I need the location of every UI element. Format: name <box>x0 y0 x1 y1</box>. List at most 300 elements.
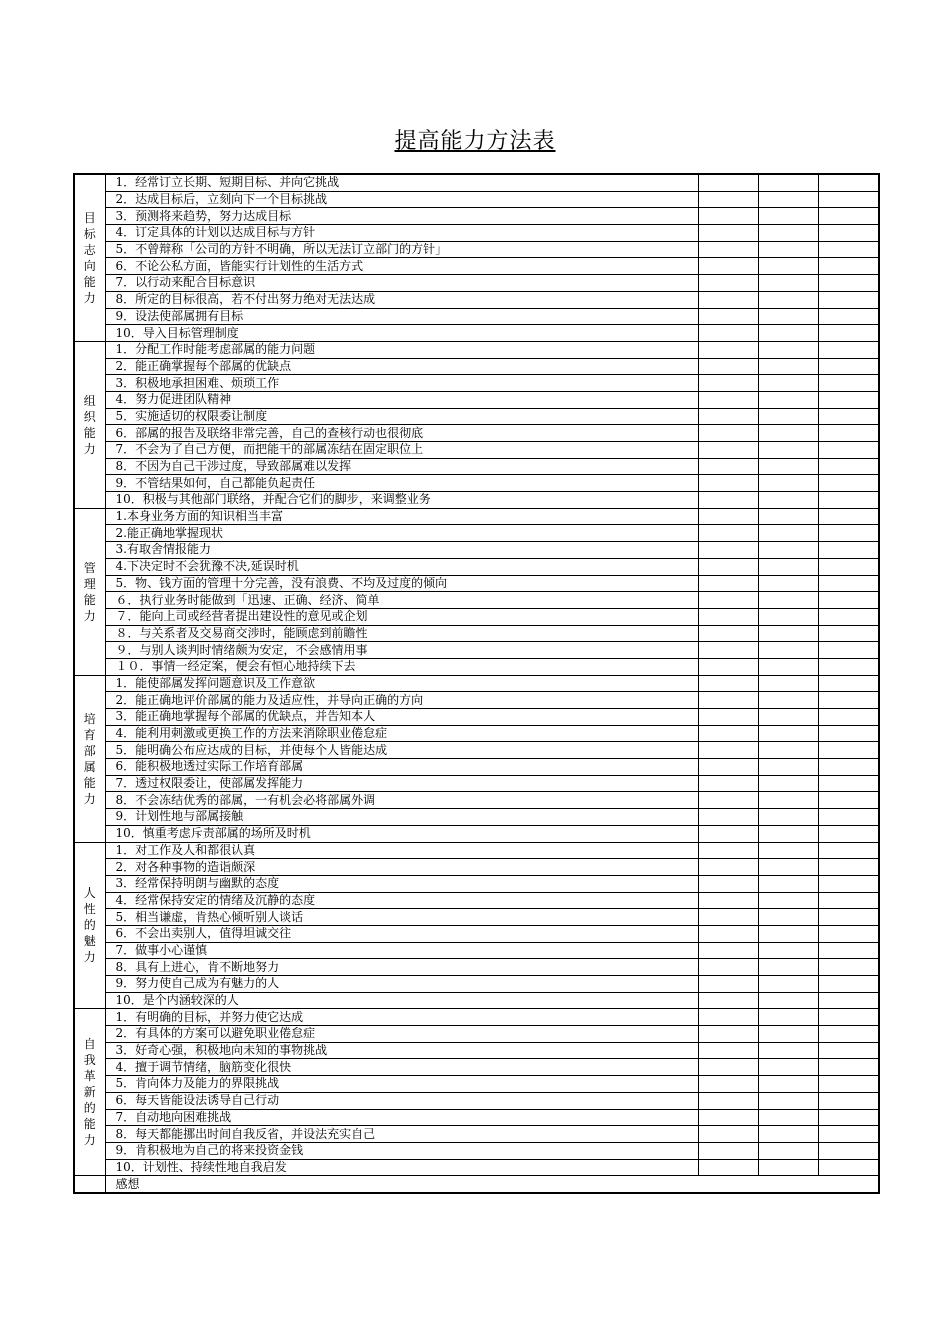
item-text: 2．达成目标后，立刻向下一个目标挑战 <box>105 191 698 208</box>
item-text: 9．肯积极地为自己的将来投资金钱 <box>105 1142 698 1159</box>
rating-cell[interactable] <box>818 575 879 592</box>
rating-cell[interactable] <box>758 709 818 726</box>
item-text: 5．能明确公布应达成的目标，并使每个人皆能达成 <box>105 742 698 759</box>
rating-cell[interactable] <box>758 1009 818 1026</box>
table-row <box>74 925 879 942</box>
item-text: 3.有取舍情报能力 <box>105 542 698 559</box>
item-text: 8．不会冻结优秀的部属，一有机会必将部属外调 <box>105 792 698 809</box>
item-text: 9．计划性地与部属接触 <box>105 809 698 826</box>
rating-cell[interactable] <box>698 642 758 659</box>
rating-cell[interactable] <box>818 842 879 859</box>
item-text: 10．导入目标管理制度 <box>105 325 698 342</box>
table-row <box>74 275 879 292</box>
rating-cell[interactable] <box>698 742 758 759</box>
rating-cell[interactable] <box>758 1092 818 1109</box>
rating-cell[interactable] <box>698 759 758 776</box>
rating-cell[interactable] <box>818 775 879 792</box>
rating-cell[interactable] <box>818 291 879 308</box>
table-row <box>74 325 879 342</box>
rating-cell[interactable] <box>818 558 879 575</box>
item-text: 7．以行动来配合目标意识 <box>105 275 698 292</box>
rating-cell[interactable] <box>758 341 818 358</box>
comments-label[interactable]: 感想 <box>105 1176 879 1193</box>
item-text: 10．是个内涵较深的人 <box>105 992 698 1009</box>
item-text: 7．不会为了自己方便，而把能干的部属冻结在固定职位上 <box>105 442 698 459</box>
rating-cell[interactable] <box>698 1142 758 1159</box>
item-text: 1．对工作及人和都很认真 <box>105 842 698 859</box>
rating-cell[interactable] <box>698 675 758 692</box>
rating-cell[interactable] <box>698 625 758 642</box>
rating-cell[interactable] <box>818 1109 879 1126</box>
table-row <box>74 742 879 759</box>
rating-cell[interactable] <box>698 875 758 892</box>
rating-cell[interactable] <box>698 1126 758 1143</box>
rating-cell[interactable] <box>758 775 818 792</box>
item-text: 3．预测将来趋势，努力达成目标 <box>105 208 698 225</box>
rating-cell[interactable] <box>818 508 879 525</box>
rating-cell[interactable] <box>818 1126 879 1143</box>
table-row <box>74 959 879 976</box>
rating-cell[interactable] <box>758 1109 818 1126</box>
rating-cell[interactable] <box>818 1092 879 1109</box>
rating-cell[interactable] <box>698 525 758 542</box>
rating-cell[interactable] <box>818 875 879 892</box>
rating-cell[interactable] <box>698 458 758 475</box>
table-row <box>74 208 879 225</box>
rating-cell[interactable] <box>758 925 818 942</box>
rating-cell[interactable] <box>698 925 758 942</box>
rating-cell[interactable] <box>698 1109 758 1126</box>
rating-cell[interactable] <box>698 825 758 842</box>
rating-cell[interactable] <box>818 1026 879 1043</box>
rating-cell[interactable] <box>818 1059 879 1076</box>
rating-cell[interactable] <box>758 1026 818 1043</box>
item-text: 6．每天皆能设法诱导自己行动 <box>105 1092 698 1109</box>
table-row <box>74 1026 879 1043</box>
table-row <box>74 492 879 509</box>
rating-cell[interactable] <box>698 425 758 442</box>
table-row <box>74 642 879 659</box>
rating-cell[interactable] <box>818 1159 879 1176</box>
rating-cell[interactable] <box>818 976 879 993</box>
item-text: 10．积极与其他部门联络，并配合它们的脚步，来调整业务 <box>105 492 698 509</box>
table-row <box>74 842 879 859</box>
rating-cell[interactable] <box>818 258 879 275</box>
item-text: 5．相当谦虚，肯热心倾听别人谈话 <box>105 909 698 926</box>
rating-cell[interactable] <box>758 809 818 826</box>
rating-cell[interactable] <box>818 191 879 208</box>
rating-cell[interactable] <box>818 959 879 976</box>
rating-cell[interactable] <box>758 358 818 375</box>
rating-cell[interactable] <box>698 1159 758 1176</box>
category-label: 目标志向能力 <box>83 210 96 305</box>
item-text: 6．能积极地透过实际工作培育部属 <box>105 759 698 776</box>
rating-cell[interactable] <box>758 942 818 959</box>
rating-cell[interactable] <box>758 525 818 542</box>
rating-cell[interactable] <box>758 508 818 525</box>
rating-cell[interactable] <box>758 575 818 592</box>
table-row <box>74 291 879 308</box>
rating-cell[interactable] <box>698 692 758 709</box>
table-row <box>74 825 879 842</box>
item-text: 2．能正确掌握每个部属的优缺点 <box>105 358 698 375</box>
rating-cell[interactable] <box>818 425 879 442</box>
rating-cell[interactable] <box>698 1009 758 1026</box>
item-text: 4．经常保持安定的情绪及沉静的态度 <box>105 892 698 909</box>
table-row <box>74 608 879 625</box>
rating-cell[interactable] <box>698 358 758 375</box>
rating-cell[interactable] <box>818 542 879 559</box>
table-row <box>74 558 879 575</box>
rating-cell[interactable] <box>698 709 758 726</box>
category-label: 管理能力 <box>83 560 96 623</box>
item-text: 3．经常保持明朗与幽默的态度 <box>105 875 698 892</box>
table-row <box>74 1092 879 1109</box>
table-row <box>74 725 879 742</box>
table-row <box>74 575 879 592</box>
item-text: 5．不曾辩称「公司的方针不明确，所以无法订立部门的方针」 <box>105 241 698 258</box>
rating-cell[interactable] <box>758 258 818 275</box>
rating-cell[interactable] <box>758 408 818 425</box>
rating-cell[interactable] <box>758 1059 818 1076</box>
rating-cell[interactable] <box>818 725 879 742</box>
item-text: １０．事情一经定案，便会有恒心地持续下去 <box>105 658 698 675</box>
item-text: 3．能正确地掌握每个部属的优缺点，并告知本人 <box>105 709 698 726</box>
table-row <box>74 391 879 408</box>
table-row <box>74 942 879 959</box>
rating-cell[interactable] <box>758 442 818 459</box>
rating-cell[interactable] <box>698 859 758 876</box>
rating-cell[interactable] <box>758 875 818 892</box>
rating-cell[interactable] <box>758 625 818 642</box>
item-text: 7．透过权限委让，使部属发挥能力 <box>105 775 698 792</box>
item-text: 1.本身业务方面的知识相当丰富 <box>105 508 698 525</box>
category-label: 组织能力 <box>83 393 96 456</box>
rating-cell[interactable] <box>698 658 758 675</box>
rating-cell[interactable] <box>818 241 879 258</box>
table-row <box>74 525 879 542</box>
rating-cell[interactable] <box>758 325 818 342</box>
rating-cell[interactable] <box>698 341 758 358</box>
rating-cell[interactable] <box>818 325 879 342</box>
rating-cell[interactable] <box>818 174 879 191</box>
table-row <box>74 542 879 559</box>
rating-cell[interactable] <box>698 475 758 492</box>
rating-cell[interactable] <box>698 442 758 459</box>
item-text: 6．不会出卖别人，值得坦诚交往 <box>105 925 698 942</box>
rating-cell[interactable] <box>818 308 879 325</box>
rating-cell[interactable] <box>698 725 758 742</box>
table-row <box>74 709 879 726</box>
table-row <box>74 658 879 675</box>
item-text: ６．执行业务时能做到「迅速、正确、经济、简单 <box>105 592 698 609</box>
rating-cell[interactable] <box>758 1142 818 1159</box>
table-row <box>74 809 879 826</box>
rating-cell[interactable] <box>698 809 758 826</box>
table-row <box>74 909 879 926</box>
rating-cell[interactable] <box>698 275 758 292</box>
rating-cell[interactable] <box>758 959 818 976</box>
table-row <box>74 191 879 208</box>
item-text: 8．具有上进心，肯不断地努力 <box>105 959 698 976</box>
rating-cell[interactable] <box>698 1026 758 1043</box>
rating-cell[interactable] <box>818 492 879 509</box>
rating-cell[interactable] <box>698 775 758 792</box>
table-row <box>74 442 879 459</box>
table-row <box>74 241 879 258</box>
item-text: ９．与别人谈判时情绪颇为安定，不会感情用事 <box>105 642 698 659</box>
rating-cell[interactable] <box>758 992 818 1009</box>
rating-cell[interactable] <box>698 575 758 592</box>
item-text: 3．积极地承担困难、烦琐工作 <box>105 375 698 392</box>
table-row <box>74 408 879 425</box>
rating-cell[interactable] <box>818 692 879 709</box>
table-row <box>74 174 879 191</box>
table-row <box>74 341 879 358</box>
rating-cell[interactable] <box>818 391 879 408</box>
rating-cell[interactable] <box>698 508 758 525</box>
rating-cell[interactable] <box>818 458 879 475</box>
rating-cell[interactable] <box>758 759 818 776</box>
category-cell <box>74 508 105 675</box>
rating-cell[interactable] <box>698 909 758 926</box>
rating-cell[interactable] <box>818 375 879 392</box>
rating-cell[interactable] <box>758 291 818 308</box>
rating-cell[interactable] <box>758 1076 818 1093</box>
rating-cell[interactable] <box>818 1142 879 1159</box>
rating-cell[interactable] <box>818 642 879 659</box>
rating-cell[interactable] <box>758 492 818 509</box>
rating-cell[interactable] <box>818 859 879 876</box>
table-row <box>74 1009 879 1026</box>
rating-cell[interactable] <box>698 992 758 1009</box>
rating-cell[interactable] <box>698 792 758 809</box>
rating-cell[interactable] <box>698 1076 758 1093</box>
item-text: ８．与关系者及交易商交涉时，能顾虑到前瞻性 <box>105 625 698 642</box>
rating-cell[interactable] <box>818 759 879 776</box>
rating-cell[interactable] <box>758 191 818 208</box>
rating-cell[interactable] <box>698 558 758 575</box>
rating-cell[interactable] <box>698 1042 758 1059</box>
rating-cell[interactable] <box>818 992 879 1009</box>
rating-cell[interactable] <box>818 592 879 609</box>
table-row <box>74 625 879 642</box>
table-row <box>74 508 879 525</box>
rating-cell[interactable] <box>818 792 879 809</box>
category-cell <box>74 1009 105 1176</box>
category-label: 自我革新的能力 <box>83 1037 96 1148</box>
rating-cell[interactable] <box>818 925 879 942</box>
item-text: 9．不管结果如何，自己都能负起责任 <box>105 475 698 492</box>
item-text: 8．每天都能挪出时间自我反省，并设法充实自己 <box>105 1126 698 1143</box>
rating-cell[interactable] <box>818 625 879 642</box>
rating-cell[interactable] <box>758 842 818 859</box>
rating-cell[interactable] <box>818 1009 879 1026</box>
table-row <box>74 225 879 242</box>
rating-cell[interactable] <box>818 809 879 826</box>
rating-cell[interactable] <box>818 942 879 959</box>
table-row <box>74 692 879 709</box>
rating-cell[interactable] <box>818 275 879 292</box>
rating-cell[interactable] <box>698 258 758 275</box>
item-text: 4．能利用刺激或更换工作的方法来消除职业倦怠症 <box>105 725 698 742</box>
page-title: 提高能力方法表 <box>394 129 556 154</box>
rating-cell[interactable] <box>698 592 758 609</box>
rating-cell[interactable] <box>698 408 758 425</box>
table-row <box>74 358 879 375</box>
rating-cell[interactable] <box>698 241 758 258</box>
rating-cell[interactable] <box>758 1126 818 1143</box>
table-row <box>74 425 879 442</box>
item-text: 8．不因为自己干涉过度，导致部属难以发挥 <box>105 458 698 475</box>
rating-cell[interactable] <box>758 458 818 475</box>
item-text: 10．计划性、持续性地自我启发 <box>105 1159 698 1176</box>
rating-cell[interactable] <box>818 608 879 625</box>
rating-cell[interactable] <box>818 225 879 242</box>
rating-cell[interactable] <box>698 375 758 392</box>
item-text: 5．实施适切的权限委让制度 <box>105 408 698 425</box>
rating-cell[interactable] <box>698 842 758 859</box>
rating-cell[interactable] <box>698 308 758 325</box>
table-row <box>74 675 879 692</box>
footer-category-cell <box>74 1176 105 1193</box>
rating-cell[interactable] <box>818 341 879 358</box>
rating-cell[interactable] <box>818 825 879 842</box>
rating-cell[interactable] <box>758 608 818 625</box>
rating-cell[interactable] <box>818 709 879 726</box>
rating-cell[interactable] <box>758 425 818 442</box>
rating-cell[interactable] <box>758 642 818 659</box>
rating-cell[interactable] <box>758 1159 818 1176</box>
rating-cell[interactable] <box>758 725 818 742</box>
rating-cell[interactable] <box>818 658 879 675</box>
table-row <box>74 592 879 609</box>
rating-cell[interactable] <box>698 191 758 208</box>
rating-cell[interactable] <box>818 208 879 225</box>
rating-cell[interactable] <box>818 525 879 542</box>
rating-cell[interactable] <box>698 325 758 342</box>
item-text: 7．做事小心谨慎 <box>105 942 698 959</box>
rating-cell[interactable] <box>818 442 879 459</box>
rating-cell[interactable] <box>698 942 758 959</box>
rating-cell[interactable] <box>698 225 758 242</box>
rating-cell[interactable] <box>758 742 818 759</box>
rating-cell[interactable] <box>698 608 758 625</box>
rating-cell[interactable] <box>818 909 879 926</box>
rating-cell[interactable] <box>758 1042 818 1059</box>
rating-cell[interactable] <box>758 225 818 242</box>
rating-cell[interactable] <box>758 308 818 325</box>
rating-cell[interactable] <box>758 558 818 575</box>
item-text: 5．肯向体力及能力的界限挑战 <box>105 1076 698 1093</box>
rating-cell[interactable] <box>818 408 879 425</box>
table-row <box>74 792 879 809</box>
rating-cell[interactable] <box>818 358 879 375</box>
rating-cell[interactable] <box>758 909 818 926</box>
item-text: 2．对各种事物的造诣颇深 <box>105 859 698 876</box>
rating-cell[interactable] <box>758 859 818 876</box>
rating-cell[interactable] <box>698 391 758 408</box>
table-row <box>74 1059 879 1076</box>
item-text: 6．部属的报告及联络非常完善，自己的查核行动也很彻底 <box>105 425 698 442</box>
rating-cell[interactable] <box>818 475 879 492</box>
rating-cell[interactable] <box>758 275 818 292</box>
table-row <box>74 1126 879 1143</box>
rating-cell[interactable] <box>758 391 818 408</box>
rating-cell[interactable] <box>698 291 758 308</box>
rating-cell[interactable] <box>698 959 758 976</box>
rating-cell[interactable] <box>758 825 818 842</box>
rating-cell[interactable] <box>758 592 818 609</box>
rating-cell[interactable] <box>758 174 818 191</box>
ability-table <box>73 173 880 1194</box>
table-row <box>74 308 879 325</box>
rating-cell[interactable] <box>818 742 879 759</box>
rating-cell[interactable] <box>698 208 758 225</box>
table-row <box>74 976 879 993</box>
item-text: 5．物、钱方面的管理十分完善，没有浪费、不均及过度的倾向 <box>105 575 698 592</box>
rating-cell[interactable] <box>758 692 818 709</box>
rating-cell[interactable] <box>818 892 879 909</box>
rating-cell[interactable] <box>698 1092 758 1109</box>
item-text: 10．慎重考虑斥责部属的场所及时机 <box>105 825 698 842</box>
item-text: 8．所定的目标很高，若不付出努力绝对无法达成 <box>105 291 698 308</box>
item-text: 1．有明确的目标，并努力使它达成 <box>105 1009 698 1026</box>
table-row-footer <box>74 1176 879 1193</box>
category-label: 人性的魅力 <box>83 886 96 965</box>
rating-cell[interactable] <box>698 976 758 993</box>
rating-cell[interactable] <box>758 892 818 909</box>
item-text: 1．分配工作时能考虑部属的能力问题 <box>105 341 698 358</box>
table-row <box>74 892 879 909</box>
item-text: 4.下决定时不会犹豫不决,延误时机 <box>105 558 698 575</box>
rating-cell[interactable] <box>758 208 818 225</box>
item-text: 9．设法使部属拥有目标 <box>105 308 698 325</box>
rating-cell[interactable] <box>818 1042 879 1059</box>
rating-cell[interactable] <box>698 492 758 509</box>
item-text: 1．经常订立长期、短期目标、并向它挑战 <box>105 174 698 191</box>
category-cell <box>74 675 105 842</box>
item-text: 7．自动地向困难挑战 <box>105 1109 698 1126</box>
item-text: 4．擅于调节情绪，脑筋变化很快 <box>105 1059 698 1076</box>
item-text: 9．努力使自己成为有魅力的人 <box>105 976 698 993</box>
rating-cell[interactable] <box>758 542 818 559</box>
table-row <box>74 1159 879 1176</box>
rating-cell[interactable] <box>818 1076 879 1093</box>
rating-cell[interactable] <box>698 1059 758 1076</box>
rating-cell[interactable] <box>758 375 818 392</box>
table-row <box>74 875 879 892</box>
category-cell <box>74 174 105 341</box>
rating-cell[interactable] <box>698 174 758 191</box>
rating-cell[interactable] <box>758 241 818 258</box>
table-row <box>74 775 879 792</box>
rating-cell[interactable] <box>698 892 758 909</box>
rating-cell[interactable] <box>758 792 818 809</box>
rating-cell[interactable] <box>758 658 818 675</box>
table-row <box>74 1109 879 1126</box>
rating-cell[interactable] <box>758 675 818 692</box>
rating-cell[interactable] <box>818 675 879 692</box>
item-text: 1．能使部属发挥问题意识及工作意欲 <box>105 675 698 692</box>
item-text: 4．努力促进团队精神 <box>105 391 698 408</box>
category-label: 培育部属能力 <box>83 711 96 806</box>
rating-cell[interactable] <box>758 976 818 993</box>
rating-cell[interactable] <box>758 475 818 492</box>
item-text: 4．订定具体的计划以达成目标与方针 <box>105 225 698 242</box>
item-text: 2．有具体的方案可以避免职业倦怠症 <box>105 1026 698 1043</box>
rating-cell[interactable] <box>698 542 758 559</box>
